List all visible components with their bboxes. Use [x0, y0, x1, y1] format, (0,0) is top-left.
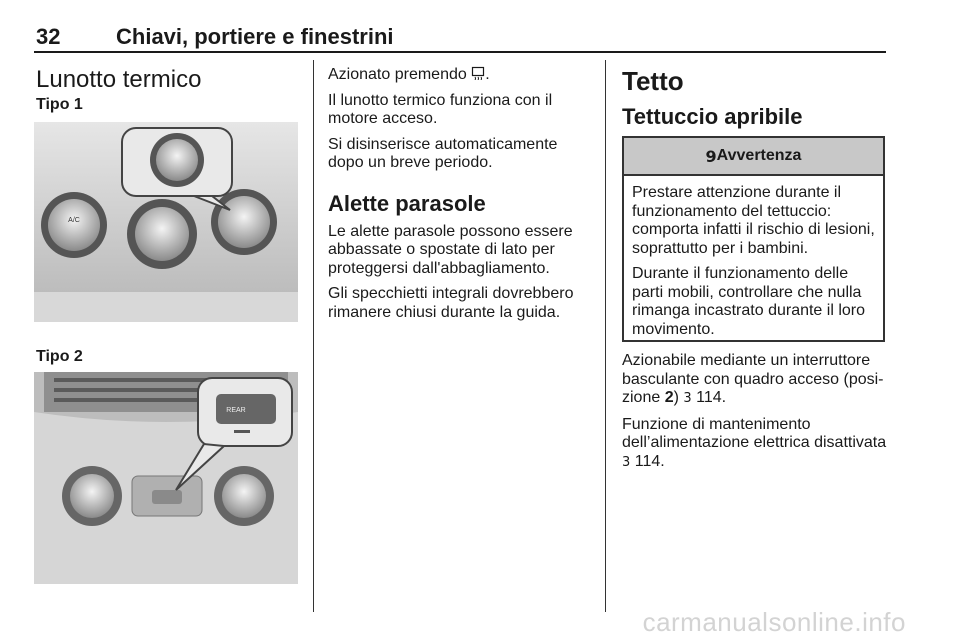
rear-defrost-icon [471, 66, 485, 80]
rear-label: REAR [226, 407, 246, 414]
warning-header [624, 138, 883, 176]
subsection-title-tettuccio: Tettuccio apribile [622, 104, 803, 129]
ac-label: A/C [68, 217, 80, 224]
warning-box [622, 136, 885, 342]
para-azionato [328, 66, 590, 85]
watermark: carmanualsonline.info [642, 607, 906, 637]
para-disinserisce: Si disinserisce automaticamente dopo un breve periodo. [328, 135, 558, 171]
page-ref-arrow-icon: 3 [622, 454, 631, 470]
section-title-lunotto: Lunotto termico [36, 66, 202, 93]
label-tipo2: Tipo 2 [36, 348, 83, 365]
para-azionato-text: Azionato premendo [328, 66, 467, 83]
figure-tipo2 [34, 372, 298, 584]
section-title-tetto: Tetto [622, 66, 684, 96]
page-ref-arrow-icon: 3 [683, 391, 692, 406]
para-azionato-end: . [485, 66, 490, 83]
warning-icon: 9 [705, 146, 717, 166]
section-title-alette: Alette parasole [328, 190, 486, 216]
para-azionabile-text: Azionabile mediante un interruttore basculante con quadro acceso (posi-zione [622, 352, 884, 406]
position-number: 2 [664, 389, 674, 406]
para-mantenimento-text: Funzione di mantenimento dell’alimentazione elettrica disattivata [622, 415, 887, 451]
climate-panel-illustration [34, 122, 298, 322]
page-number: 32 [36, 24, 61, 49]
warning-body [624, 176, 883, 345]
page-ref-2[interactable]: 114. [634, 452, 665, 470]
para-mantenimento [622, 416, 888, 473]
column-divider-right [605, 60, 606, 612]
warning-heading: Avvertenza [716, 147, 802, 164]
header-rule [34, 51, 886, 53]
warning-para-1: Prestare attenzione durante il funzionamento del tettuccio: comporta infatti il rischio di lesioni, soprattutto per i bambini. [632, 184, 875, 257]
page-ref-1[interactable]: 114. [696, 389, 727, 406]
para-specchietti: Gli specchietti integrali dovrebbero rimanere chiusi durante la guida. [328, 285, 574, 321]
para-alette: Le alette parasole possono essere abbassate o spostate di lato per proteggersi dall'abbagliamento. [328, 222, 573, 277]
figure-tipo1 [34, 122, 298, 322]
warning-para-2: Durante il funzionamento delle parti mobili, controllare che nulla rimanga incastrato durante il loro movimento. [632, 265, 866, 338]
middle-column [328, 66, 590, 322]
column-divider-left [313, 60, 314, 612]
header-title: Chiavi, portiere e finestrini [116, 24, 394, 49]
para-funziona: Il lunotto termico funziona con il motore acceso. [328, 91, 553, 127]
para-azionabile-close: ) [673, 389, 679, 406]
dashboard-illustration [34, 372, 298, 584]
label-tipo1: Tipo 1 [36, 96, 83, 113]
para-azionabile [622, 352, 888, 409]
right-body [622, 352, 888, 472]
